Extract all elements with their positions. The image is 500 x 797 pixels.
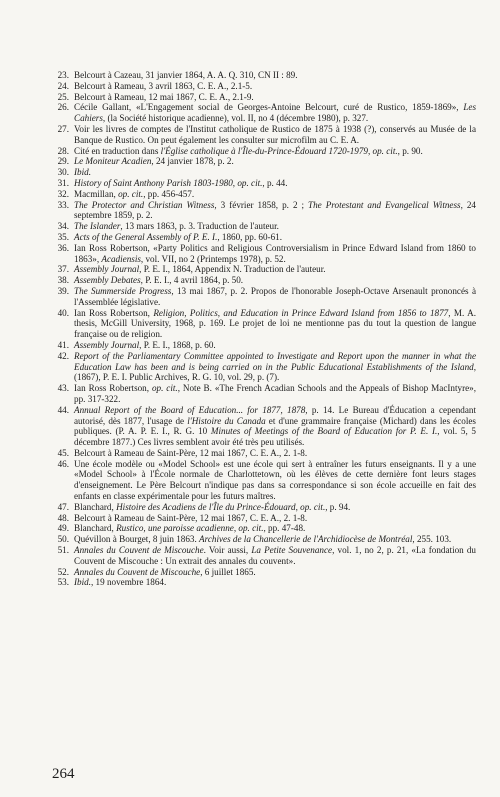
footnote-number: 50. (57, 534, 69, 545)
footnote-segment: Une école modèle ou «Model School» est une école qui sert à entraîner les futurs enseignants. Il y a une «Model School» à l'École normale de Charlottetown, où les élèves de cette dernière font leurs stages d'enseignement. Le Père Belcourt n'indique pas dans sa correspondance si son école accueille en fait des enfants en classe expérimentale pour les futurs maîtres. (74, 458, 476, 502)
footnote-segment: , pp. 47-48. (263, 523, 306, 534)
footnote-text (74, 577, 476, 588)
footnote-number: 23. (57, 70, 69, 80)
footnote-italic-segment: Minutes of Meetings of the Board of Education for P. E. I. (210, 426, 438, 437)
footnote-number: 28. (57, 145, 69, 156)
footnote-segment: , p. 94. (325, 501, 351, 512)
footnote-number: 36. (57, 242, 69, 253)
footnote-italic-segment: Archives de la Chancellerie de l'Archidiocèse de Montréal (199, 534, 413, 545)
footnote (50, 383, 476, 405)
footnote-number: 47. (57, 501, 69, 512)
footnote-number: 29. (57, 156, 69, 167)
footnote-text (74, 308, 476, 340)
footnote-segment: Belcourt à Rameau, 3 avril 1863, C. E. A., 2.1-5. (74, 80, 253, 91)
footnote-text (74, 545, 476, 567)
footnote-segment: , 1860, pp. 60-61. (217, 231, 282, 242)
page-number: 264 (52, 766, 75, 782)
footnote (50, 340, 476, 351)
footnote (50, 221, 476, 232)
footnote-segment: Belcourt à Rameau de Saint-Père, 12 mai 1867, C. E. A., 2. 1-8. (74, 447, 308, 458)
footnote (50, 534, 476, 545)
footnote-text (74, 124, 476, 146)
footnote (50, 70, 476, 81)
footnote-segment: , (232, 177, 238, 188)
footnote-number: 53. (57, 577, 69, 588)
footnote (50, 146, 476, 157)
footnote-segment: , 19 novembre 1864. (90, 577, 167, 588)
footnote-number: 30. (57, 167, 69, 178)
footnote-text (74, 102, 476, 124)
footnote (50, 81, 476, 92)
footnote-segment: , vol. 5, 5 décembre 1877.) Ces livres semblent avoir été très peu utilisés. (74, 426, 476, 448)
footnote-italic-segment: Assembly Debates (74, 275, 141, 286)
footnote-text (74, 81, 476, 92)
footnote-number: 31. (57, 177, 69, 188)
footnote (50, 200, 476, 222)
footnote (50, 308, 476, 340)
footnote-segment: Ian Ross Robertson, (74, 383, 152, 394)
footnote-segment: , pp. 456-457. (143, 188, 195, 199)
footnote-italic-segment: l'Histoire du Canada (187, 415, 266, 426)
footnote-segment: Ian Ross Robertson, (74, 307, 154, 318)
footnote-text (74, 351, 476, 383)
footnote-segment: Cécile Gallant, «L'Engagement social de Georges-Antoine Belcourt, curé de Rustico, 1859-1869», (74, 102, 464, 113)
footnote-segment: Quévillon à Bourget, 8 juin 1863. (74, 534, 200, 545)
footnote-text (74, 178, 476, 189)
footnote (50, 102, 476, 124)
footnote (50, 264, 476, 275)
footnote-text (74, 459, 476, 502)
footnote-segment: et d'une grammaire française (Michard) dans les écoles publiques. (P. A. P. E. I., R. G. 10 (74, 415, 476, 437)
footnote (50, 459, 476, 502)
footnote-text (74, 513, 476, 524)
footnote-italic-segment: Annales du Couvent de Miscouche (74, 566, 201, 577)
footnote-text (74, 567, 476, 578)
footnote-segment: , p. 44. (262, 177, 288, 188)
footnote-number: 52. (57, 566, 69, 577)
footnote-segment: Blanchard, (74, 501, 117, 512)
footnote-text (74, 243, 476, 265)
footnote-italic-segment: op. cit. (118, 188, 144, 199)
footnote-text (74, 146, 476, 157)
footnote (50, 92, 476, 103)
footnote-number: 37. (57, 264, 69, 275)
footnote-text (74, 448, 476, 459)
footnote (50, 567, 476, 578)
footnote-text (74, 340, 476, 351)
footnote-italic-segment: l'Église catholique à l'Île-du-Prince-Édouard 1720-1979 (160, 145, 368, 156)
footnote-italic-segment: Annales du Couvent de Miscouche (74, 545, 204, 556)
footnote-italic-segment: Assembly Journal (74, 339, 140, 350)
footnote-italic-segment: op. cit. (151, 383, 178, 394)
footnote-segment: , (233, 523, 239, 534)
footnote-italic-segment: Ibid. (74, 167, 91, 178)
footnote-text (74, 232, 476, 243)
footnote (50, 124, 476, 146)
footnote-text (74, 523, 476, 534)
footnote-italic-segment: Report of the Parliamentary Committee appointed to Investigate and Report upon the manner in what the Education Law has been and is being carried on in the Public Educational Establishments of the Island (74, 350, 476, 372)
footnote (50, 167, 476, 178)
footnote (50, 448, 476, 459)
footnote (50, 156, 476, 167)
footnote-segment: , 13 mai 1867, p. 2. Propos de l'honorable Joseph-Octave Arsenault prononcés à l'Assemblée législative. (74, 285, 476, 307)
footnote-number: 43. (57, 383, 69, 394)
footnote (50, 577, 476, 588)
footnote-italic-segment: The Protestant and Evangelical Witness (308, 199, 461, 210)
footnote-italic-segment: op. cit. (237, 177, 263, 188)
footnote-text (74, 200, 476, 222)
footnote (50, 351, 476, 383)
footnotes-list (50, 70, 476, 588)
footnote (50, 513, 476, 524)
footnote-italic-segment: The Summerside Progress (74, 285, 172, 296)
footnote-italic-segment: Assembly Journal (74, 264, 140, 275)
footnote-number: 24. (57, 80, 69, 91)
footnote-segment: , 24 septembre 1859, p. 2. (74, 199, 476, 221)
footnote-segment: Belcourt à Rameau, 12 mai 1867, C. E. A., 2.1-9. (74, 91, 254, 102)
footnote (50, 523, 476, 534)
footnote-segment: , p. 90. (397, 145, 423, 156)
footnote-italic-segment: op. cit. (238, 523, 264, 534)
footnote-text (74, 405, 476, 448)
footnote-number: 42. (57, 350, 69, 361)
footnote-text (74, 275, 476, 286)
footnote (50, 189, 476, 200)
footnote-number: 45. (57, 447, 69, 458)
footnote-segment: , 13 mars 1863, p. 3. Traduction de l'auteur. (120, 221, 279, 232)
footnote-segment: Belcourt à Rameau de Saint-Père, 12 mai 1867, C. E. A., 2. 1-8. (74, 512, 308, 523)
footnote-segment: Belcourt à Cazeau, 31 janvier 1864, A. A. Q. 310, CN II : 89. (74, 70, 298, 80)
footnote-segment: Cité en traduction dans (74, 145, 161, 156)
footnote-segment: , P. E. I., 4 avril 1864, p. 50. (140, 275, 244, 286)
footnote-italic-segment: op. cit. (372, 145, 398, 156)
footnote-segment: , (1867), P. E. I. Public Archives, R. G. 10, vol. 29, p. (7). (74, 361, 476, 383)
footnote-number: 49. (57, 523, 69, 534)
footnote-italic-segment: op. cit. (300, 501, 326, 512)
footnote-italic-segment: La Petite Souvenance (251, 545, 333, 556)
footnote-italic-segment: Ibid. (74, 577, 91, 588)
footnote-text (74, 70, 476, 81)
footnote (50, 502, 476, 513)
footnote-text (74, 534, 476, 545)
footnote-segment: , (295, 501, 301, 512)
footnote-number: 46. (57, 458, 69, 469)
footnote-text (74, 264, 476, 275)
footnote-number: 41. (57, 339, 69, 350)
footnote-segment: , 6 juillet 1865. (200, 566, 256, 577)
footnote-segment: , vol. 1, no 2, p. 21, «La fondation du Couvent de Miscouche : Un extrait des annales du couvent». (74, 545, 476, 566)
footnote-segment: , 255. 103. (412, 534, 452, 545)
footnote-number: 34. (57, 221, 69, 232)
footnote-number: 38. (57, 275, 69, 286)
footnote-text (74, 502, 476, 513)
footnote (50, 243, 476, 265)
footnote-italic-segment: Annual Report of the Board of Education... for 1877, 1878 (74, 404, 306, 415)
footnote-text (74, 167, 476, 178)
footnote-italic-segment: The Islander (74, 221, 121, 232)
footnote-segment: Voir les livres de comptes de l'Institut catholique de Rustico de 1875 à 1938 (?), conservés au Musée de la Banque de Rustico. On peut également les consulter sur microfilm au C. E. A. (74, 123, 476, 145)
footnote-text (74, 383, 476, 405)
footnote-italic-segment: The Protector and Christian Witness (74, 199, 215, 210)
footnote-number: 25. (57, 91, 69, 102)
footnote (50, 275, 476, 286)
footnote-number: 44. (57, 404, 69, 415)
footnote-segment: , P. E. I., 1868, p. 60. (139, 339, 216, 350)
footnote-number: 27. (57, 123, 69, 134)
footnote-segment: , M. A. thesis, McGill University, 1968, p. 169. Le projet de loi ne mentionne pas du tout la question de langue française ou de religion. (74, 307, 476, 340)
footnote-italic-segment: Religion, Politics, and Education in Prince Edward Island from 1856 to 1877 (153, 307, 449, 318)
footnote-text (74, 221, 476, 232)
footnote-italic-segment: Les Cahiers (74, 102, 476, 124)
footnote-segment: . Voir aussi, (203, 545, 252, 556)
footnote-segment: , 3 février 1858, p. 2 ; (214, 199, 309, 210)
footnote (50, 178, 476, 189)
footnote (50, 405, 476, 448)
footnote-segment: , (la Société historique acadienne), vol. II, no 4 (décembre 1980), p. 327. (102, 113, 369, 124)
footnote-italic-segment: Histoire des Acadiens de l'Île du Prince-Édouard (116, 501, 296, 512)
footnote-italic-segment: History of Saint Anthony Parish 1803-1980 (74, 177, 233, 188)
footnote-italic-segment: Acts of the General Assembly of P. E. I. (74, 231, 218, 242)
footnote-number: 26. (57, 102, 69, 113)
footnote-text (74, 189, 476, 200)
footnote-text (74, 156, 476, 167)
footnote-segment: , 24 janvier 1878, p. 2. (151, 156, 234, 167)
footnote-segment: , (367, 145, 373, 156)
footnote-number: 33. (57, 199, 69, 210)
footnote-number: 40. (57, 307, 69, 318)
footnote (50, 545, 476, 567)
footnote (50, 286, 476, 308)
footnote-number: 39. (57, 285, 69, 296)
footnote-segment: , Note B. «The French Acadian Schools and the Appeals of Bishop MacIntyre», pp. 317-322. (74, 383, 476, 404)
footnote-segment: , p. 14. Le Bureau d'Éducation a cependant autorisé, dès 1877, l'usage de (74, 404, 476, 426)
footnote (50, 232, 476, 243)
footnote-italic-segment: Acadiensis (101, 253, 141, 264)
footnote-segment: Blanchard, (74, 523, 117, 534)
footnote-segment: Ian Ross Robertson, «Party Politics and Religious Controversialism in Prince Edward Island from 1860 to 1863», (74, 242, 476, 264)
footnote-segment: , P. E. I., 1864, Appendix N. Traduction de l'auteur. (139, 264, 326, 275)
footnote-italic-segment: Rustico, une paroisse acadienne (116, 523, 234, 534)
footnote-text (74, 92, 476, 103)
footnote-segment: Macmillan, (74, 188, 119, 199)
footnote-number: 32. (57, 188, 69, 199)
footnote-number: 35. (57, 231, 69, 242)
footnote-number: 51. (57, 545, 69, 556)
footnote-segment: , vol. VII, no 2 (Printemps 1978), p. 52. (140, 253, 286, 264)
footnote-text (74, 286, 476, 308)
footnote-number: 48. (57, 512, 69, 523)
footnote-italic-segment: Le Moniteur Acadien (74, 156, 152, 167)
